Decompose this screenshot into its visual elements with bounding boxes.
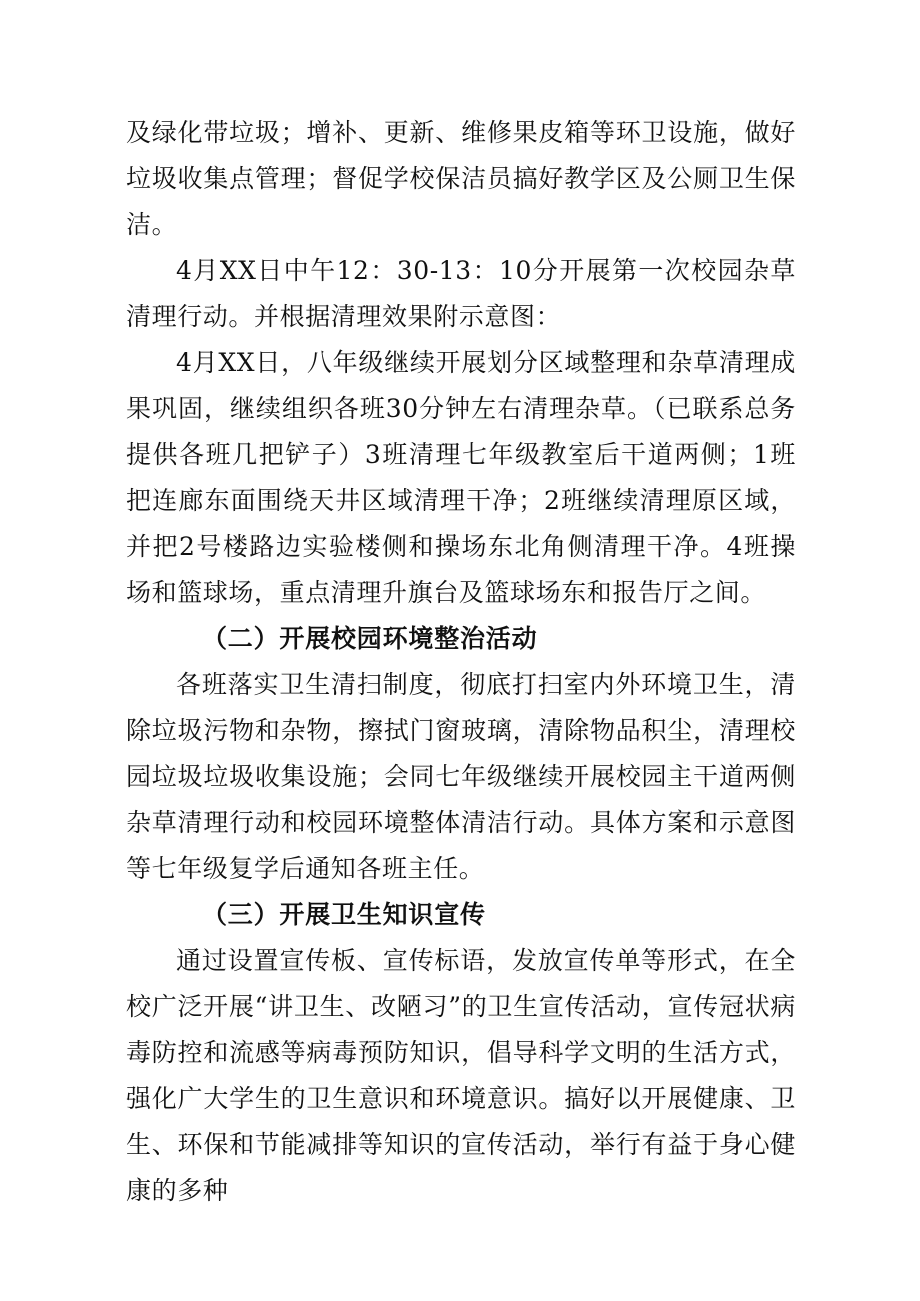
paragraph-hygiene-publicity: 通过设置宣传板、宣传标语，发放宣传单等形式，在全校广泛开展“讲卫生、改陋习”的卫生宣传活动，宣传冠状病毒防控和流感等病毒预防知识，倡导科学文明的生活方式，强化广大学生的卫生意识和环境意识。搞好以开展健康、卫生、环保和节能减排等知识的宣传活动，举行有益于身心健康的多种 bbox=[126, 946, 796, 1205]
paragraph-grade8-cleanup: 4月XX日，八年级继续开展划分区域整理和杂草清理成果巩固，继续组织各班30分钟左右清理杂草。（已联系总务提供各班几把铲子）3班清理七年级教室后干道两侧；1班把连廊东面围绕天井区域清理干净；2班继续清理原区域，并把2号楼路边实验楼侧和操场东北角侧清理干净。4班操场和篮球场，重点清理升旗台及篮球场东和报告厅之间。 bbox=[126, 348, 796, 607]
paragraph-first-cleanup: 4月XX日中午12：30-13：10分开展第一次校园杂草清理行动。并根据清理效果附示意图： bbox=[126, 256, 796, 331]
section-heading-2: （二）开展校园环境整治活动 bbox=[202, 624, 538, 653]
paragraph-environment: 各班落实卫生清扫制度，彻底打扫室内外环境卫生，清除垃圾污物和杂物，擦拭门窗玻璃，清除物品积尘，清理校园垃圾垃圾收集设施；会同七年级继续开展校园主干道两侧杂草清理行动和校园环境整体清洁行动。具体方案和示意图等七年级复学后通知各班主任。 bbox=[126, 670, 796, 883]
section-heading-3: （三）开展卫生知识宣传 bbox=[202, 900, 486, 929]
paragraph-continued: 及绿化带垃圾；增补、更新、维修果皮箱等环卫设施，做好垃圾收集点管理；督促学校保洁员搞好教学区及公厕卫生保洁。 bbox=[126, 118, 796, 239]
document-body bbox=[126, 110, 796, 1214]
